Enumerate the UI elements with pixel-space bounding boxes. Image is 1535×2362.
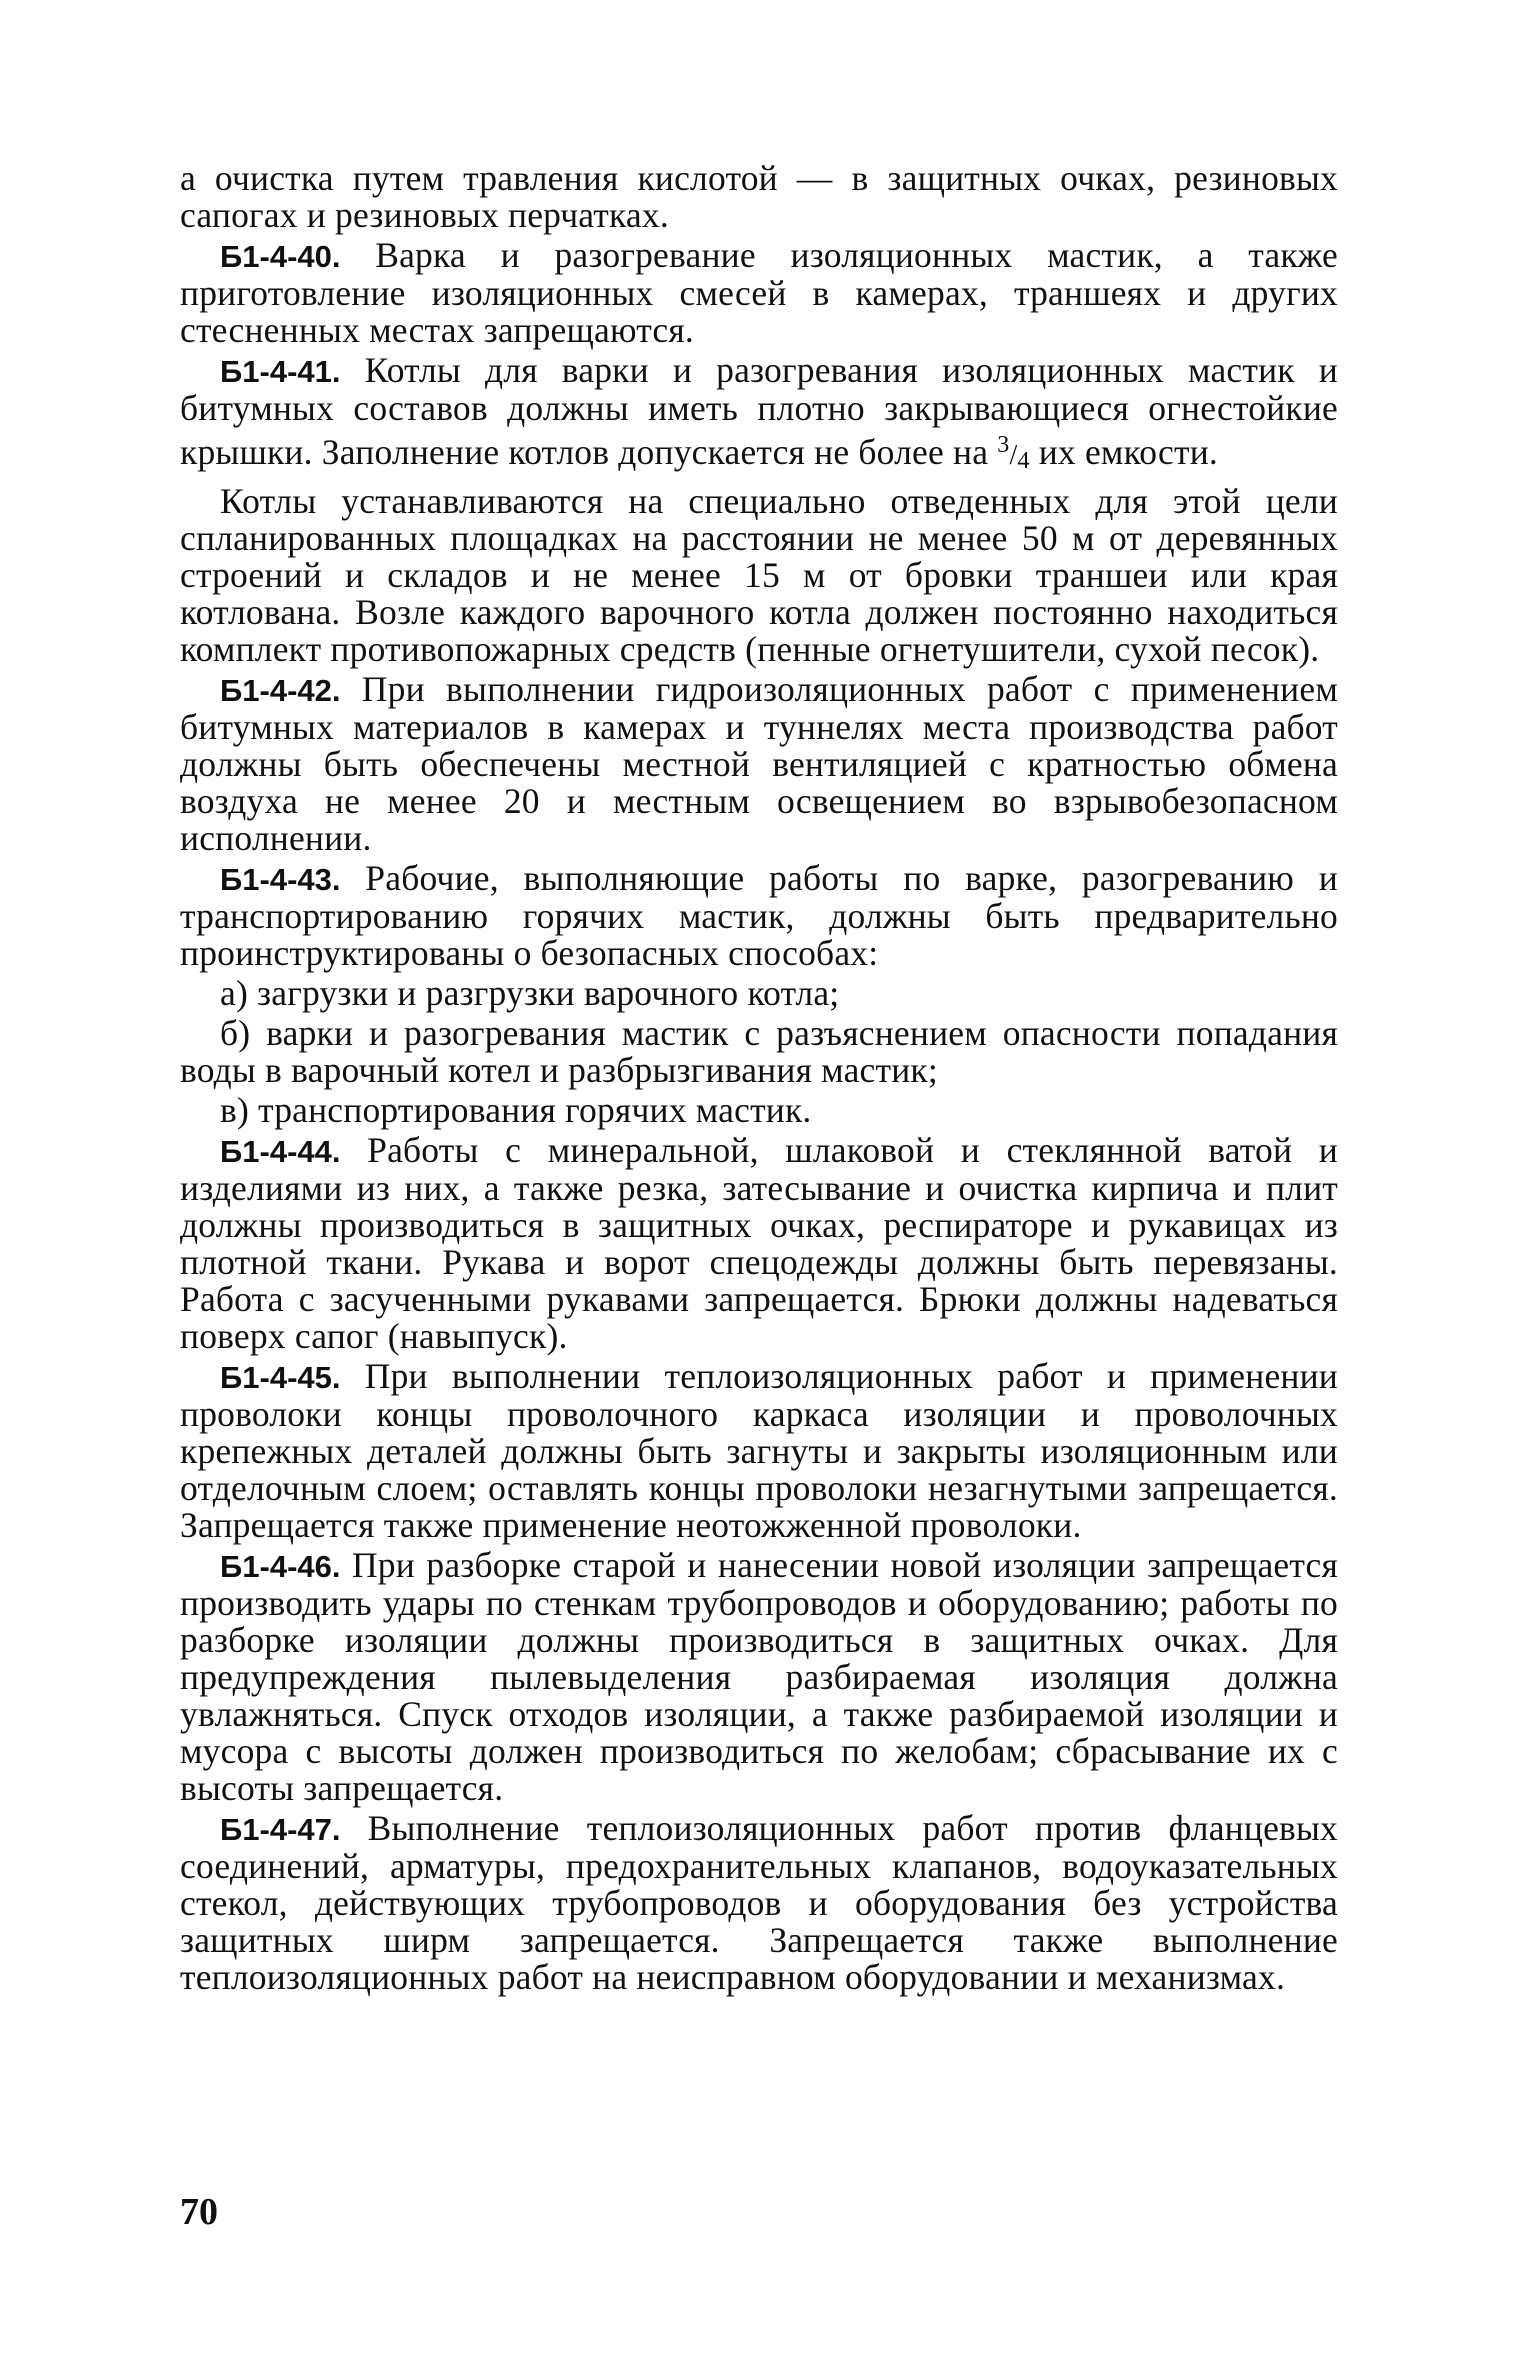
list-item-v (180, 1092, 1338, 1129)
clause-b1-4-40 (180, 237, 1338, 349)
clause-b1-4-46 (180, 1547, 1338, 1807)
intro-text: а очистка путем травления кислотой — в защитных очках, резиновых сапогах и резиновых перчатках. (180, 158, 1338, 235)
fraction-denominator: 4 (1017, 448, 1030, 474)
fraction: $^3/_4$ (997, 432, 1030, 474)
document-page (180, 160, 1338, 1996)
clause-number: Б1-4-41. (220, 354, 341, 389)
clause-b1-4-47 (180, 1810, 1338, 1996)
list-item-text: б) варки и разогревания мастик с разъяснением опасности попадания воды в варочный котел и разбрызгивания мастик; (180, 1013, 1338, 1090)
clause-b1-4-44 (180, 1132, 1338, 1355)
page-number: 70 (180, 2191, 218, 2233)
list-item-text: а) загрузки и разгрузки варочного котла; (220, 973, 840, 1013)
clause-text: При выполнении теплоизоляционных работ и применении проволоки концы проволочного каркаса изоляции и проволочных крепежных деталей должны быть загнуты и закрыты изоляционным или отделочным слоем; оставлять концы проволоки незагнутыми запрещается. Запрещается также применение неотожженной проволоки. (180, 1356, 1338, 1545)
list-item-b (180, 1015, 1338, 1089)
clause-number: Б1-4-47. (220, 1812, 341, 1847)
clause-b1-4-43 (180, 860, 1338, 972)
clause-b1-4-42 (180, 671, 1338, 857)
clause-number: Б1-4-40. (220, 239, 341, 274)
clause-b1-4-45 (180, 1358, 1338, 1544)
clause-text: При разборке старой и нанесении новой изоляции запрещается производить удары по стенкам трубопроводов и оборудованию; работы по разборке изоляции должны производиться в защитных очках. Для предупреждения пылевыделения разбираемая изоляция должна увлажняться. Спуск отходов изоляции, а также разбираемой изоляции и мусора с высоты должен производиться по желобам; сбрасывание их с высоты запрещается. (180, 1545, 1338, 1808)
clause-text: Варка и разогревание изоляционных мастик, а также приготовление изоляционных смесей в камерах, траншеях и других стесненных местах запрещаются. (180, 235, 1338, 350)
clause-text-continued: их емкости. (1038, 432, 1218, 472)
fraction-numerator: 3 (997, 432, 1010, 458)
clause-number: Б1-4-43. (220, 862, 341, 897)
clause-number: Б1-4-45. (220, 1360, 341, 1395)
clause-text: Котлы для варки и разогревания изоляционных мастик и битумных составов должны иметь плотно закрывающиеся огнестойкие крышки. Заполнение котлов допускается не более на (180, 350, 1338, 472)
list-item-text: в) транспортирования горячих мастик. (220, 1090, 812, 1130)
clause-b1-4-41 (180, 352, 1338, 480)
clause-number: Б1-4-44. (220, 1134, 341, 1169)
list-item-a (180, 975, 1338, 1012)
clause-text: Работы с минеральной, шлаковой и стеклянной ватой и изделиями из них, а также резка, затесывание и очистка кирпича и плит должны производиться в защитных очках, респираторе и рукавицах из плотной ткани. Рукава и ворот спецодежды должны быть перевязаны. Работа с засученными рукавами запрещается. Брюки должны надеваться поверх сапог (навыпуск). (180, 1130, 1339, 1356)
intro-paragraph (180, 160, 1338, 234)
clause-number: Б1-4-42. (220, 673, 341, 708)
clause-text: При выполнении гидроизоляционных работ с применением битумных материалов в камерах и туннелях места производства работ должны быть обеспечены местной вентиляцией с кратностью обмена воздуха не менее 20 и местным освещением во взрывобезопасном исполнении. (180, 669, 1338, 858)
clause-text: Выполнение теплоизоляционных работ против фланцевых соединений, арматуры, предохранительных клапанов, водоуказательных стекол, действующих трубопроводов и оборудования без устройства защитных ширм запрещается. Запрещается также выполнение теплоизоляционных работ на неисправном оборудовании и механизмах. (180, 1808, 1338, 1997)
boiler-placement-paragraph (180, 483, 1338, 668)
clause-text: Рабочие, выполняющие работы по варке, разогреванию и транспортированию горячих мастик, должны быть предварительно проинструктированы о безопасных способах: (180, 858, 1338, 973)
clause-number: Б1-4-46. (220, 1549, 341, 1584)
paragraph-text: Котлы устанавливаются на специально отведенных для этой цели спланированных площадках на расстоянии не менее 50 м от деревянных строений и складов и не менее 15 м от бровки траншеи или края котлована. Возле каждого варочного котла должен постоянно находиться комплект противопожарных средств (пенные огнетушители, сухой песок). (180, 481, 1338, 669)
